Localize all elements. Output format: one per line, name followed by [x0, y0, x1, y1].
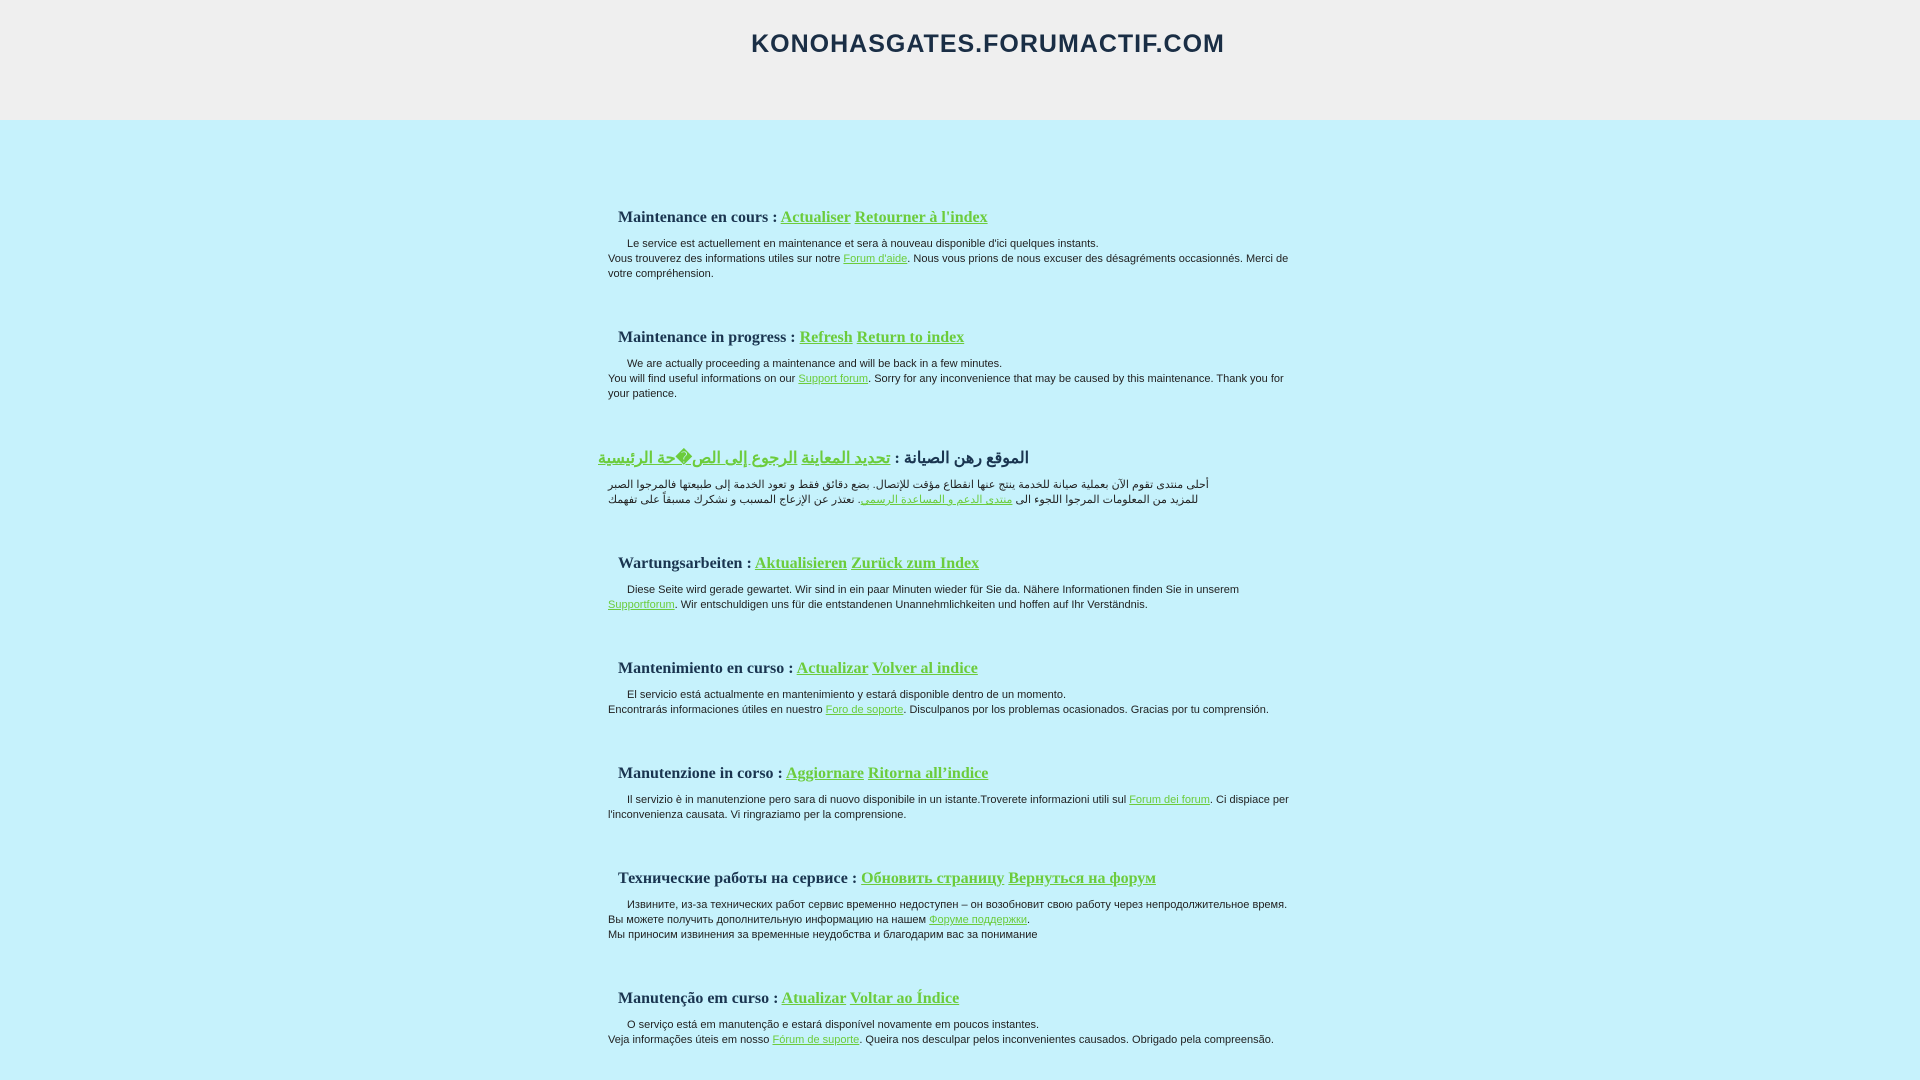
notice-text: O serviço está em manutenção e estará disponível novamente em poucos instantes. [627, 1019, 1040, 1031]
notice-text: . نعتذر عن الإزعاج المسبب و نشكرك مسبقاً على تفهمك [608, 494, 861, 506]
heading-text: Технические работы на сервисе : [618, 870, 858, 887]
notice-ru [608, 869, 1303, 943]
notice-heading [608, 869, 1303, 889]
notice-text: Veja informações úteis em nosso [608, 1034, 773, 1046]
notice-text: Diese Seite wird gerade gewartet. Wir sind in ein paar Minuten wieder für Sie da. Nähere Informationen finden Sie in unserem [627, 584, 1240, 596]
return-index-link[interactable]: Ritorna all’indice [867, 765, 989, 782]
refresh-link[interactable]: Actualiser [780, 209, 851, 226]
notice-text: . Disculpanos por los problemas ocasionados. Gracias por tu comprensión. [903, 704, 1269, 716]
notice-text: Vous trouverez des informations utiles sur notre [608, 253, 844, 265]
heading-text: Manutenção em curso : [618, 990, 779, 1007]
notice-heading [608, 764, 1303, 784]
return-index-link[interactable]: Voltar ao Índice [849, 990, 960, 1007]
notice-text: أحلى منتدى تقوم الآن بعملية صيانة للخدمة ينتج عنها انقطاع مؤقت للإتصال. بضع دقائق فقط و تعود الخدمة إلى طبيعتها فالمرجوا الصبر [608, 479, 1209, 491]
support-forum-link[interactable]: Fórum de suporte [772, 1034, 860, 1046]
notice-text: . [1026, 914, 1031, 926]
site-title: KONOHASGATES.FORUMACTIF.COM [751, 30, 1225, 58]
notice-heading [608, 659, 1303, 679]
site-header [0, 0, 1920, 120]
notice-en [608, 328, 1303, 402]
refresh-link[interactable]: Atualizar [781, 990, 847, 1007]
support-forum-link[interactable]: Foro de soporte [825, 704, 904, 716]
notice-heading [608, 208, 1303, 228]
heading-text: Maintenance en cours : [618, 209, 778, 226]
notice-ar [598, 449, 1293, 508]
return-index-link[interactable]: Retourner à l'index [854, 209, 988, 226]
notice-it [608, 764, 1303, 823]
notice-text: Encontrarás informaciones útiles en nuestro [608, 704, 826, 716]
notice-body [608, 237, 1303, 282]
return-index-link[interactable]: Volver al indice [872, 660, 978, 677]
notice-body [608, 688, 1303, 718]
notice-body [608, 898, 1303, 943]
notice-text: . Ci dispiace per l'inconvenienza causata. Vi ringraziamo per la comprensione. [608, 794, 1289, 821]
return-index-link[interactable]: الرجوع إلى الص�حة الرئيسية [598, 450, 798, 467]
refresh-link[interactable]: Aggiornare [786, 765, 864, 782]
refresh-link[interactable]: Actualizar [796, 660, 869, 677]
notice-body [608, 357, 1303, 402]
notice-heading [608, 989, 1303, 1009]
notice-text: . Wir entschuldigen uns für die entstandenen Unannehmlichkeiten und hoffen auf Ihr Verständnis. [674, 599, 1148, 611]
notice-text: Il servizio è in manutenzione pero sara di nuovo disponibile in un istante.Troverete informazioni utili sul [627, 794, 1130, 806]
support-forum-link[interactable]: Форуме поддержки [929, 914, 1027, 926]
notice-heading [598, 449, 1029, 469]
refresh-link[interactable]: Aktualisieren [754, 555, 848, 572]
notice-heading [608, 554, 1303, 574]
notice-text: Вы можете получить дополнительную информацию на нашем [608, 914, 930, 926]
notice-text: Le service est actuellement en maintenance et sera à nouveau disponible d'ici quelques instants. [627, 238, 1099, 250]
notice-text: Мы приносим извинения за временные неудобства и благодарим вас за понимание [608, 929, 1038, 941]
heading-text: Mantenimiento en curso : [618, 660, 794, 677]
heading-text: Maintenance in progress : [618, 329, 796, 346]
notice-es [608, 659, 1303, 718]
return-index-link[interactable]: Return to index [856, 329, 965, 346]
notice-text: . Sorry for any inconvenience that may be caused by this maintenance. Thank you for your patience. [608, 373, 1284, 400]
support-forum-link[interactable]: Forum dei forum [1129, 794, 1210, 806]
notice-text: Извините, из-за технических работ сервис временно недоступен – он возобновит свою работу через непродолжительное время. [627, 899, 1288, 911]
return-index-link[interactable]: Вернуться на форум [1008, 870, 1156, 887]
refresh-link[interactable]: تحديد المعاينة [801, 450, 891, 467]
notice-text: We are actually proceeding a maintenance and will be back in a few minutes. [627, 358, 1003, 370]
notice-pt [608, 989, 1303, 1048]
notice-text: . Queira nos desculpar pelos inconvenientes causados. Obrigado pela compreensão. [859, 1034, 1274, 1046]
heading-text: الموقع رهن الصيانة : [894, 450, 1030, 467]
heading-text: Manutenzione in corso : [618, 765, 783, 782]
support-forum-link[interactable]: Supportforum [608, 599, 675, 611]
heading-text: Wartungsarbeiten : [618, 555, 752, 572]
return-index-link[interactable]: Zurück zum Index [851, 555, 980, 572]
notice-body [608, 583, 1303, 613]
notice-text: . Nous vous prions de nous excuser des désagréments occasionnés. Merci de votre compréhension. [608, 253, 1289, 280]
notice-body [608, 793, 1303, 823]
refresh-link[interactable]: Обновить страницу [861, 870, 1005, 887]
notice-body [608, 478, 1220, 508]
support-forum-link[interactable]: Support forum [798, 373, 869, 385]
notice-body [608, 1018, 1303, 1048]
support-forum-link[interactable]: منتدى الدعم و المساعدة الرسمي [860, 494, 1013, 506]
notice-text: You will find useful informations on our [608, 373, 799, 385]
notice-text: El servicio está actualmente en mantenimiento y estará disponible dentro de un momento. [627, 689, 1067, 701]
support-forum-link[interactable]: Forum d'aide [843, 253, 908, 265]
notice-heading [608, 328, 1303, 348]
notice-text: للمزيد من المعلومات المرجوا اللجوء الى [1012, 494, 1199, 506]
notice-fr [608, 208, 1303, 282]
refresh-link[interactable]: Refresh [799, 329, 853, 346]
notice-de [608, 554, 1303, 613]
